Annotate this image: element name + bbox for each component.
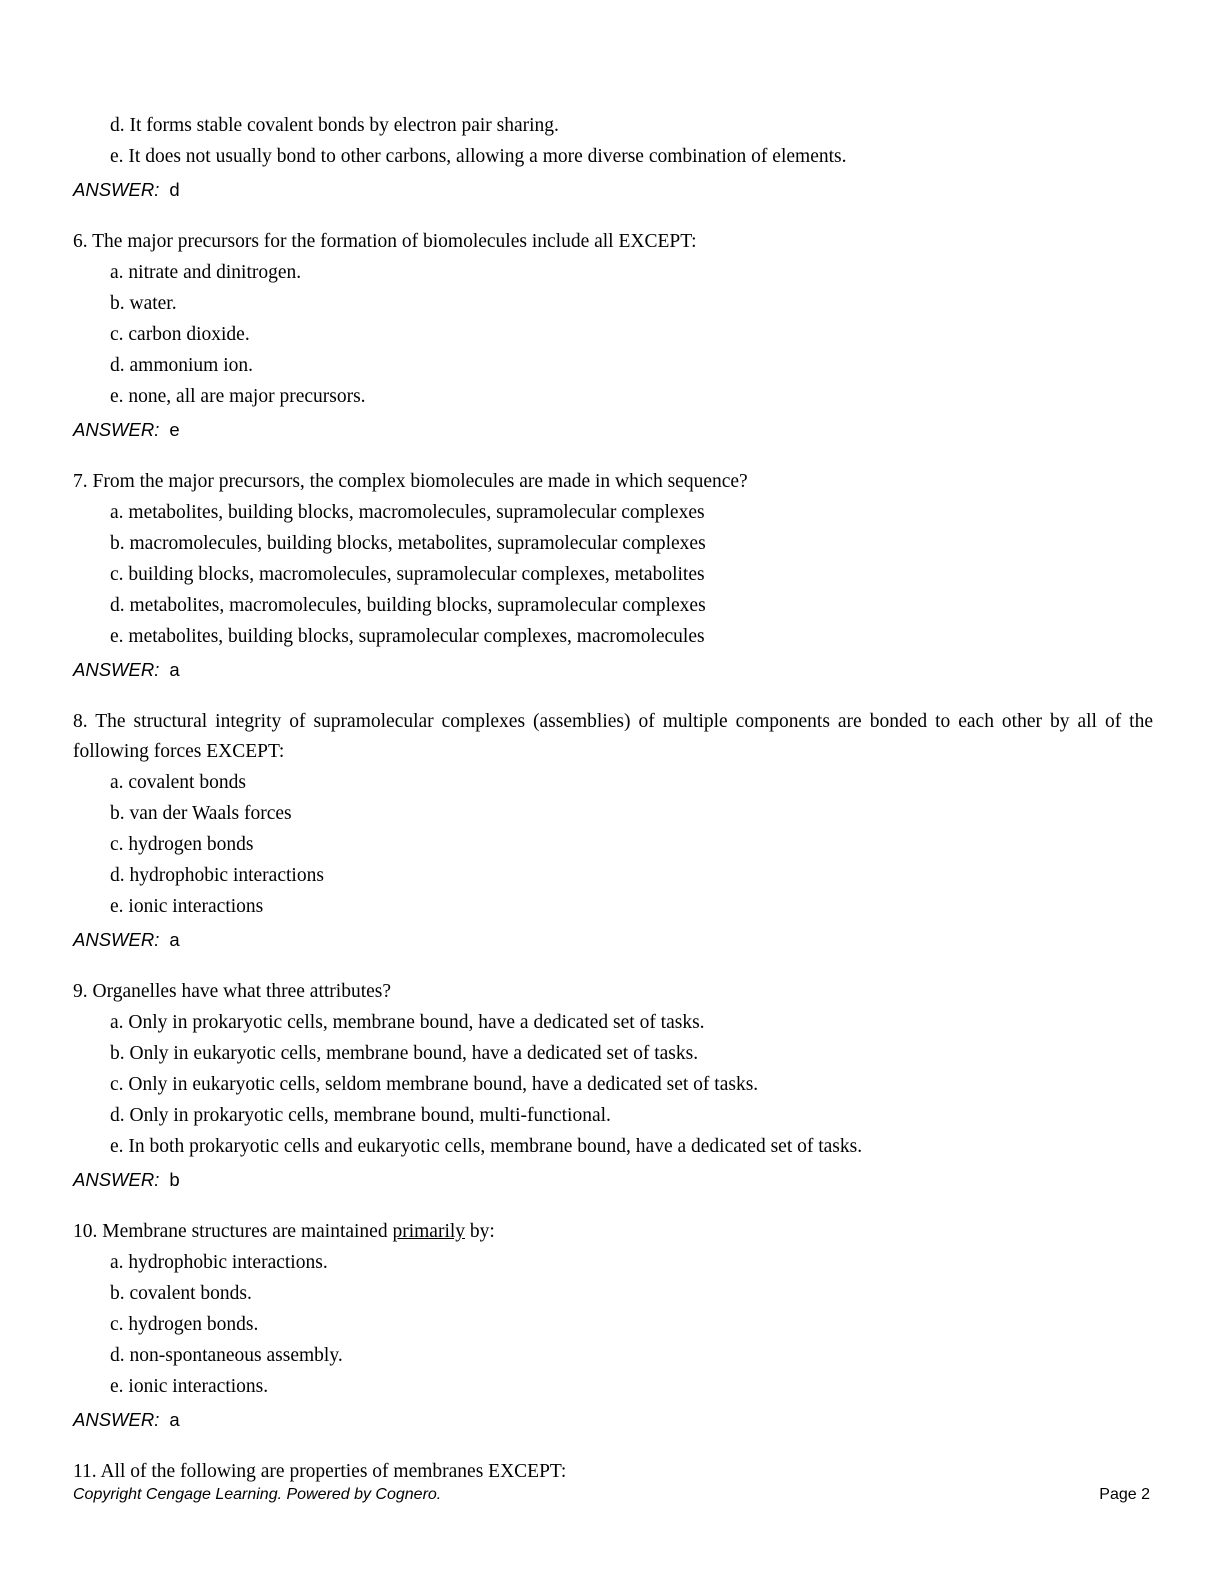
answer-option: e. none, all are major precursors. bbox=[110, 386, 366, 407]
answer-line bbox=[73, 654, 1153, 686]
answer-label: ANSWER: bbox=[73, 929, 160, 950]
answer-option: d. non-spontaneous assembly. bbox=[110, 1345, 343, 1366]
page-footer bbox=[73, 1486, 1150, 1504]
answer-line bbox=[73, 414, 1153, 446]
question-block bbox=[73, 977, 1153, 1196]
answer-value: a bbox=[169, 929, 180, 950]
answer-option: e. It does not usually bond to other carbons, allowing a more diverse combination of elements. bbox=[110, 146, 847, 167]
answer-option: e. In both prokaryotic cells and eukaryotic cells, membrane bound, have a dedicated set of tasks. bbox=[110, 1136, 863, 1157]
answer-option: c. building blocks, macromolecules, supramolecular complexes, metabolites bbox=[110, 564, 705, 585]
question-block bbox=[73, 1217, 1153, 1436]
footer-page-number: Page 2 bbox=[1099, 1486, 1150, 1503]
question-block-partial bbox=[73, 1457, 1153, 1487]
answer-option: e. ionic interactions. bbox=[110, 1376, 269, 1397]
question-text: 11. All of the following are properties of membranes EXCEPT: bbox=[73, 1461, 567, 1482]
answer-label: ANSWER: bbox=[73, 659, 160, 680]
question-block bbox=[73, 707, 1153, 956]
question-text-after: by: bbox=[465, 1221, 495, 1242]
page-content bbox=[73, 110, 1153, 1487]
answer-line bbox=[73, 1164, 1153, 1196]
answer-option: b. water. bbox=[110, 293, 177, 314]
question-text: 9. Organelles have what three attributes? bbox=[73, 981, 392, 1002]
question-text bbox=[73, 1217, 1153, 1247]
answer-option: d. hydrophobic interactions bbox=[110, 865, 324, 886]
answer-line bbox=[73, 924, 1153, 956]
answer-value: a bbox=[169, 1409, 180, 1430]
answer-option: a. metabolites, building blocks, macromolecules, supramolecular complexes bbox=[110, 502, 705, 523]
answer-option: c. hydrogen bonds bbox=[110, 834, 254, 855]
answer-option: b. covalent bonds. bbox=[110, 1283, 252, 1304]
answer-option: b. van der Waals forces bbox=[110, 803, 292, 824]
answer-option: d. Only in prokaryotic cells, membrane bound, multi-functional. bbox=[110, 1105, 611, 1126]
question-text: 7. From the major precursors, the complex biomolecules are made in which sequence? bbox=[73, 471, 748, 492]
answer-option: a. hydrophobic interactions. bbox=[110, 1252, 328, 1273]
question-text: 6. The major precursors for the formation of biomolecules include all EXCEPT: bbox=[73, 231, 697, 252]
question-text-before: 10. Membrane structures are maintained bbox=[73, 1221, 393, 1242]
answer-value: a bbox=[169, 659, 180, 680]
question-block bbox=[73, 467, 1153, 686]
answer-value: b bbox=[169, 1169, 180, 1190]
answer-option: b. macromolecules, building blocks, metabolites, supramolecular complexes bbox=[110, 533, 706, 554]
answer-label: ANSWER: bbox=[73, 179, 160, 200]
answer-option: a. nitrate and dinitrogen. bbox=[110, 262, 302, 283]
question-text: 8. The structural integrity of supramolecular complexes (assemblies) of multiple components are bonded to each other by all of the following forces EXCEPT: bbox=[73, 711, 1153, 762]
answer-option: c. carbon dioxide. bbox=[110, 324, 250, 345]
footer-copyright: Copyright Cengage Learning. Powered by Cognero. bbox=[73, 1486, 442, 1503]
question-block-partial bbox=[73, 110, 1153, 206]
answer-line bbox=[73, 1404, 1153, 1436]
answer-option: d. metabolites, macromolecules, building blocks, supramolecular complexes bbox=[110, 595, 706, 616]
answer-option: b. Only in eukaryotic cells, membrane bound, have a dedicated set of tasks. bbox=[110, 1043, 699, 1064]
answer-option: d. ammonium ion. bbox=[110, 355, 253, 376]
answer-option: e. ionic interactions bbox=[110, 896, 264, 917]
question-block bbox=[73, 227, 1153, 446]
answer-option: e. metabolites, building blocks, supramolecular complexes, macromolecules bbox=[110, 626, 705, 647]
answer-value: e bbox=[169, 419, 180, 440]
answer-option: a. Only in prokaryotic cells, membrane bound, have a dedicated set of tasks. bbox=[110, 1012, 705, 1033]
answer-label: ANSWER: bbox=[73, 419, 160, 440]
answer-line bbox=[73, 174, 1153, 206]
question-text-underlined: primarily bbox=[392, 1221, 466, 1242]
answer-option: a. covalent bonds bbox=[110, 772, 246, 793]
answer-option: d. It forms stable covalent bonds by electron pair sharing. bbox=[110, 115, 559, 136]
answer-value: d bbox=[169, 179, 180, 200]
answer-label: ANSWER: bbox=[73, 1409, 160, 1430]
answer-option: c. hydrogen bonds. bbox=[110, 1314, 259, 1335]
answer-label: ANSWER: bbox=[73, 1169, 160, 1190]
answer-option: c. Only in eukaryotic cells, seldom membrane bound, have a dedicated set of tasks. bbox=[110, 1074, 759, 1095]
